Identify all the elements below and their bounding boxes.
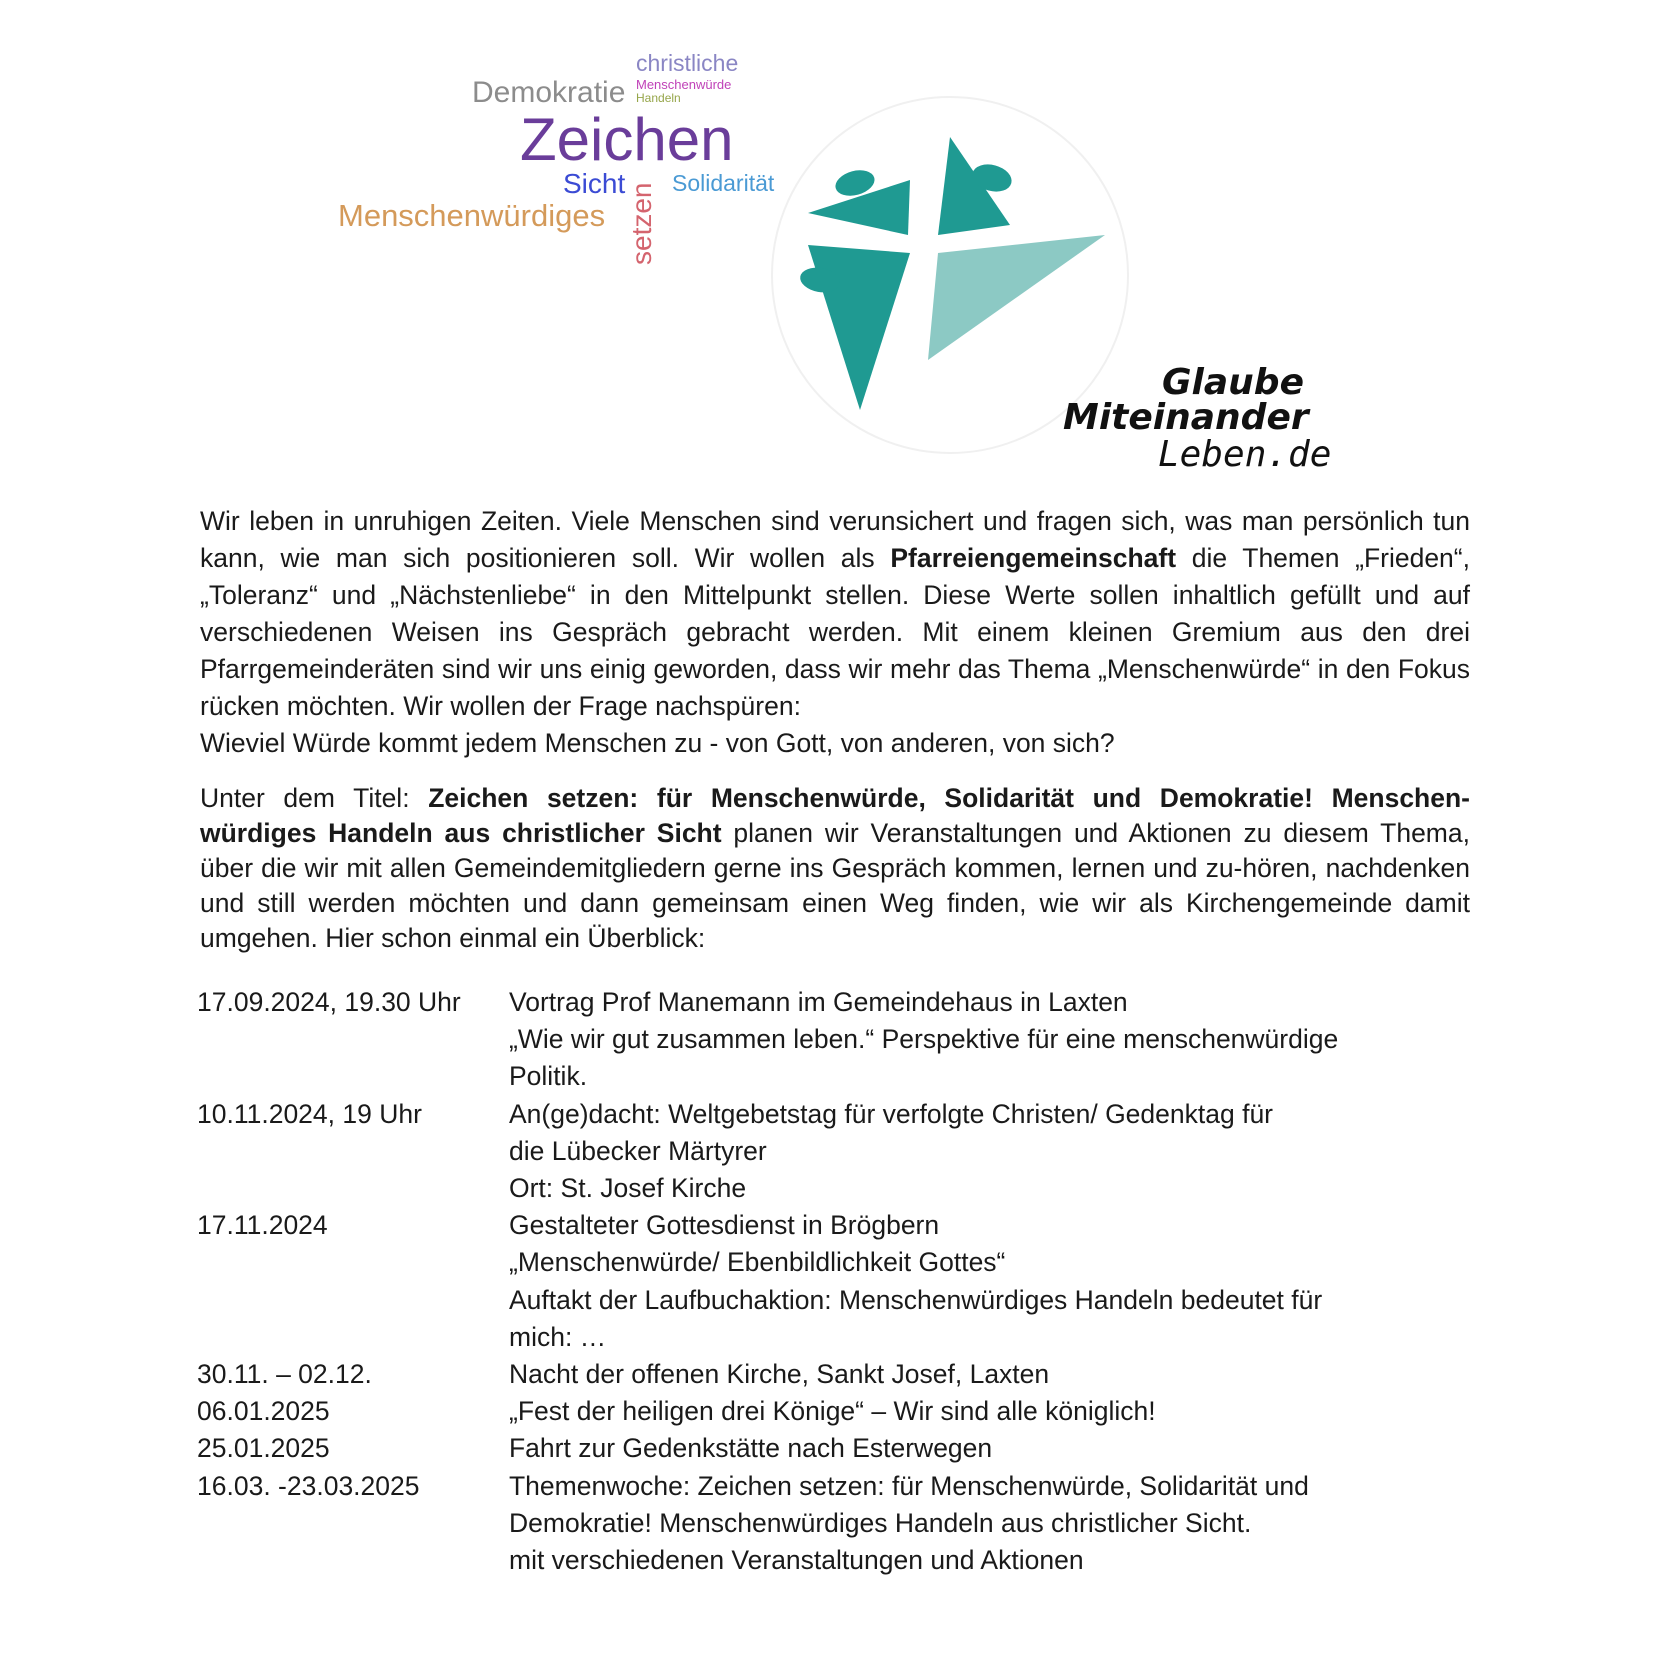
- title-suffix: planen wir Veranstaltungen und Aktionen zu diesem Thema, über die wir mit allen Gemeindemitgliedern gerne ins Gespräch kommen, lernen und zu-hören, nachdenken und still werden möchten und dann gemeinsam einen Weg finden, wie wir als Kirchengemeinde damit umgehen. Hier schon einmal ein Überblick:: [200, 818, 1470, 953]
- event-description-line: Themenwoche: Zeichen setzen: für Menschenwürde, Solidarität und: [509, 1470, 1309, 1501]
- event-description-line: „Menschenwürde/ Ebenbildlichkeit Gottes“: [509, 1247, 1006, 1278]
- event-description: [509, 1356, 1497, 1393]
- intro-text-2: die Themen „Frieden“, „Toleranz“ und „Nächstenliebe“ in den Mittelpunkt stellen. Diese Werte sollen inhaltlich gefüllt und auf verschiedenen Weisen ins Gespräch gebracht werden. Mit einem kleinen Gremium aus den drei Pfarrgemeinderäten sind wir uns einig geworden, dass wir mehr das Thema „Menschenwürde“ in den Fokus rücken möchten. Wir wollen der Frage nachspüren:: [200, 543, 1470, 721]
- event-date: 10.11.2024, 19 Uhr: [197, 1098, 422, 1129]
- title-prefix: Unter dem Titel:: [200, 783, 429, 813]
- event-description: [509, 1393, 1497, 1430]
- event-description: [509, 1430, 1497, 1467]
- wordcloud-demokratie: Demokratie: [472, 76, 626, 109]
- wordcloud-christliche: christliche: [636, 50, 739, 76]
- event-description-line: die Lübecker Märtyrer: [509, 1135, 767, 1166]
- event-description-line: Nacht der offenen Kirche, Sankt Josef, Laxten: [509, 1359, 1050, 1390]
- event-date: 17.09.2024, 19.30 Uhr: [197, 987, 461, 1017]
- wordcloud-solidaritaet: Solidarität: [672, 170, 775, 196]
- wordcloud-sicht: Sicht: [563, 168, 626, 199]
- event-description-line: Demokratie! Menschenwürdiges Handeln aus christlicher Sicht.: [509, 1507, 1252, 1538]
- event-row: [197, 1468, 1497, 1580]
- event-description: [509, 1096, 1497, 1208]
- intro-question: Wieviel Würde kommt jedem Menschen zu - von Gott, von anderen, von sich?: [200, 728, 1115, 758]
- event-row: [197, 1393, 1497, 1430]
- event-row: [197, 1430, 1497, 1467]
- event-date: 25.01.2025: [197, 1433, 330, 1464]
- event-description-line: Auftakt der Laufbuchaktion: Menschenwürdiges Handeln bedeutet für: [509, 1284, 1323, 1315]
- event-date: 30.11. – 02.12.: [197, 1359, 372, 1390]
- event-description-line: „Wie wir gut zusammen leben.“ Perspektive für eine menschenwürdige: [509, 1024, 1339, 1055]
- event-description-line: mit verschiedenen Veranstaltungen und Aktionen: [509, 1545, 1084, 1576]
- event-description-line: Vortrag Prof Manemann im Gemeindehaus in Laxten: [509, 987, 1128, 1017]
- event-date: 06.01.2025: [197, 1396, 330, 1427]
- event-description-line: „Fest der heiligen drei Könige“ – Wir sind alle königlich!: [509, 1396, 1156, 1427]
- event-description-line: Fahrt zur Gedenkstätte nach Esterwegen: [509, 1433, 993, 1464]
- logo-line-glaube: Glaube: [1162, 362, 1304, 403]
- logo-line-leben: Leben.de: [1158, 434, 1332, 475]
- logo-line-miteinander: Miteinander: [1063, 397, 1309, 438]
- event-date: 17.11.2024: [197, 1210, 328, 1241]
- event-description-line: mich: …: [509, 1321, 607, 1352]
- event-row: [197, 984, 1497, 1096]
- wordcloud-zeichen: Zeichen: [520, 106, 734, 173]
- event-description-line: Ort: St. Josef Kirche: [509, 1173, 747, 1204]
- wordcloud-menschenwuerde: Menschenwürde: [636, 77, 732, 92]
- wordcloud-handeln: Handeln: [636, 91, 681, 105]
- event-row: [197, 1356, 1497, 1393]
- wordcloud-menschenwuerdiges: Menschenwürdiges: [338, 198, 606, 233]
- event-description: [509, 984, 1497, 1096]
- event-description-line: Politik.: [509, 1061, 588, 1092]
- event-row: [197, 1096, 1497, 1208]
- event-row: [197, 1207, 1497, 1356]
- event-description: [509, 1207, 1497, 1356]
- event-schedule: [197, 984, 1497, 1579]
- event-date: 16.03. -23.03.2025: [197, 1470, 420, 1501]
- intro-paragraph: [200, 503, 1470, 762]
- intro-text-1: Wir leben in unruhigen Zeiten. Viele Menschen sind verunsichert und fragen sich, was man persönlich tun kann, wie man sich positionieren soll. Wir wollen als: [200, 506, 1470, 573]
- event-description-line: Gestalteter Gottesdienst in Brögbern: [509, 1210, 940, 1241]
- title-paragraph: [200, 781, 1470, 956]
- event-description: [509, 1468, 1497, 1580]
- wordcloud-setzen: setzen: [626, 182, 657, 265]
- title-bold: Zeichen setzen: für Menschenwürde, Solidarität und Demokratie! Menschen-würdiges Handeln aus christlicher Sicht: [200, 783, 1470, 848]
- event-description-line: An(ge)dacht: Weltgebetstag für verfolgte Christen/ Gedenktag für: [509, 1098, 1274, 1129]
- intro-bold: Pfarreiengemeinschaft: [890, 543, 1177, 573]
